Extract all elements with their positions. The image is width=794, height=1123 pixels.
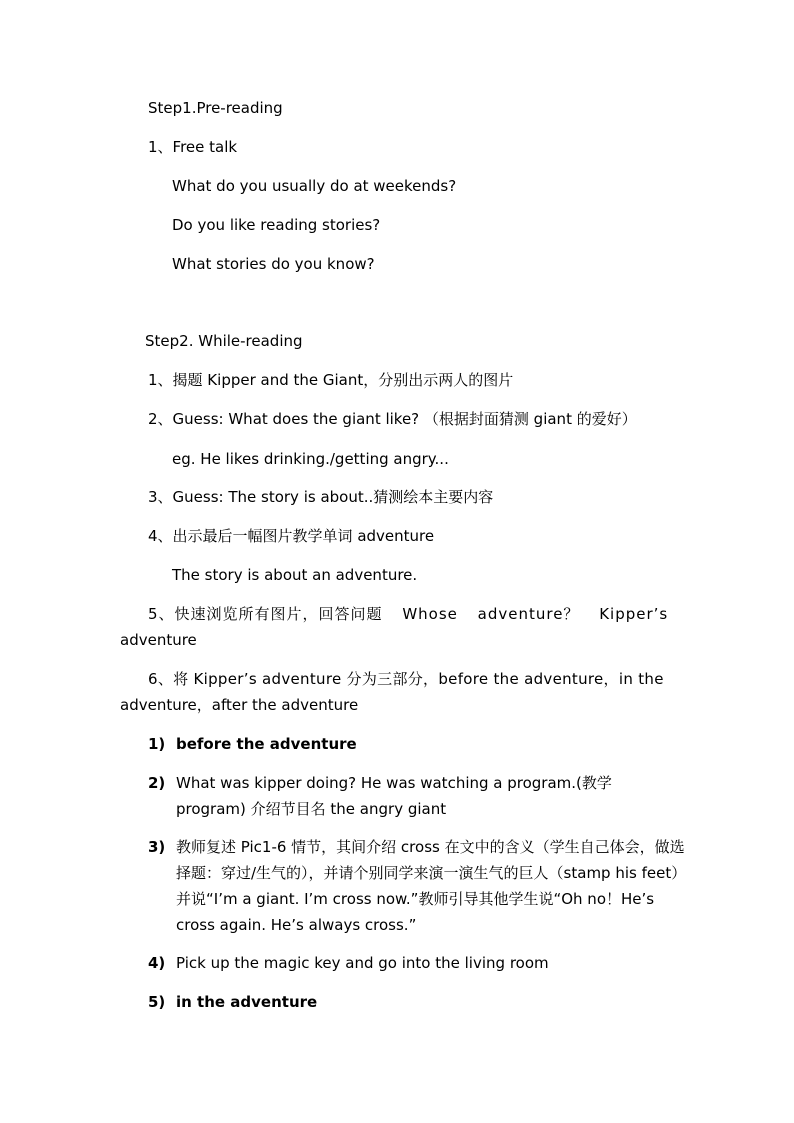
step2-item-6-line1: 6、将 Kipper’s adventure 分为三部分，before the adventure，in the	[148, 670, 664, 688]
question-2: Do you like reading stories?	[172, 216, 381, 234]
sub-item-number: 3)	[148, 838, 166, 856]
question-3: What stories do you know?	[172, 255, 375, 273]
sub-item-number: 2)	[148, 774, 166, 792]
sub-item-2-text: What was kipper doing? He was watching a program.(教学 program) 介绍节目名 the angry giant	[176, 774, 612, 818]
step2-item-4-sub: The story is about an adventure.	[172, 566, 418, 584]
sub-item-number: 4)	[148, 954, 166, 972]
sub-item-number: 1)	[148, 735, 166, 753]
step1-item-1: 1、Free talk	[148, 138, 238, 156]
question-1: What do you usually do at weekends?	[172, 177, 457, 195]
step1-heading: Step1.Pre-reading	[148, 99, 283, 117]
sub-item-number: 5)	[148, 993, 166, 1011]
sub-item-1-text: before the adventure	[176, 735, 357, 753]
step2-item-3: 3、Guess: The story is about..猜测绘本主要内容	[148, 488, 494, 506]
step2-item-1: 1、揭题 Kipper and the Giant，分别出示两人的图片	[148, 371, 514, 389]
sub-item-3-text: 教师复述 Pic1-6 情节，其间介绍 cross 在文中的含义（学生自己体会，做选择题：穿过/生气的），并请个别同学来演一演生气的巨人（stamp his feet）并说“I’m a giant. I’m cross now.”教师引导其他学生说“Oh no！He’s cross again. He’s always cross.”	[176, 838, 685, 934]
sub-item-5-text: in the adventure	[176, 993, 318, 1011]
step2-item-5-line2: adventure	[120, 631, 197, 649]
step2-heading: Step2. While-reading	[145, 332, 303, 350]
step2-item-2: 2、Guess: What does the giant like? （根据封面猜测 giant 的爱好）	[148, 410, 637, 428]
step2-item-6-line2: adventure，after the adventure	[120, 696, 359, 714]
sub-item-4-text: Pick up the magic key and go into the living room	[176, 954, 549, 972]
step2-item-5-line1: 5、快速浏览所有图片，回答问题 Whose adventure？ Kipper’s	[148, 605, 669, 623]
step2-item-2-example: eg. He likes drinking./getting angry...	[172, 450, 449, 468]
step2-item-4: 4、出示最后一幅图片教学单词 adventure	[148, 527, 435, 545]
